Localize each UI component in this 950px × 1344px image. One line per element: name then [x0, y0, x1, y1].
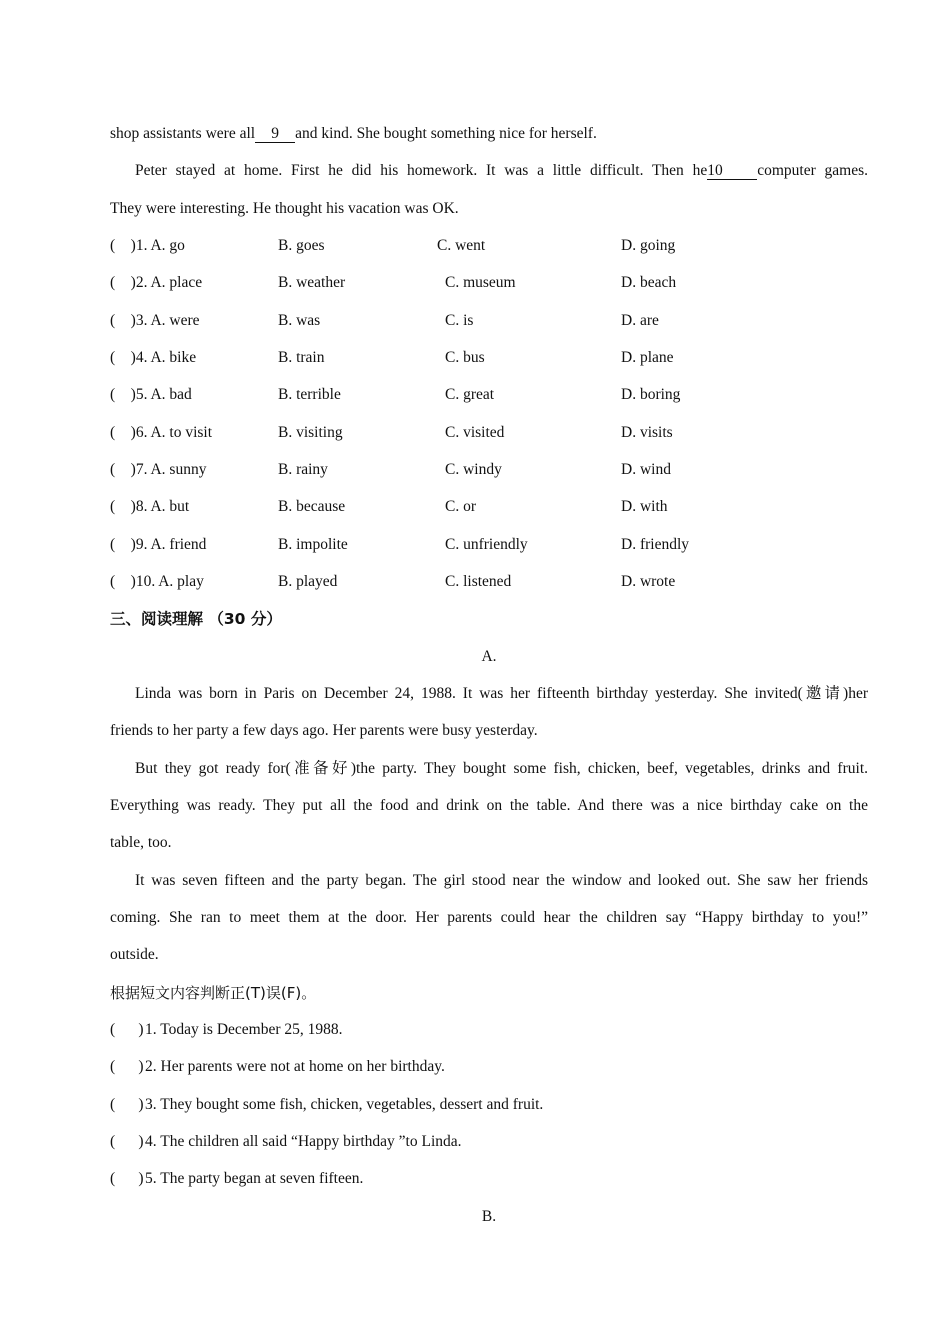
section-heading: 三、阅读理解 （30 分） — [110, 610, 282, 628]
question-1: ( )1. A. go — [110, 237, 185, 254]
option-d: D. going — [621, 237, 676, 254]
passage-label-a: A. — [481, 648, 497, 665]
option-d: D. with — [621, 498, 668, 515]
answer-slot[interactable]: ( ) — [110, 1058, 144, 1075]
tf-question-1 — [110, 1020, 868, 1040]
option-b: B. played — [278, 573, 338, 590]
option-c: C. listened — [445, 573, 512, 590]
option-b: B. because — [278, 498, 346, 515]
tf-text: 3. They bought some fish, chicken, vegetables, dessert and fruit. — [145, 1096, 544, 1113]
option-b: B. visiting — [278, 424, 343, 441]
tf-text: 4. The children all said “Happy birthday ”to Linda. — [145, 1133, 462, 1150]
answer-slot[interactable]: ( ) — [110, 1133, 144, 1150]
option-d: D. plane — [621, 349, 674, 366]
tf-text: 5. The party began at seven fifteen. — [145, 1170, 364, 1187]
option-c: C. visited — [445, 424, 505, 441]
passage-text: Peter stayed at home. First he did his homework. It was a little difficult. Then he — [135, 162, 708, 179]
option-c: C. windy — [445, 461, 502, 478]
tf-text: 2. Her parents were not at home on her birthday. — [145, 1058, 445, 1075]
tf-question-3 — [110, 1095, 868, 1115]
paragraph-line: friends to her party a few days ago. Her parents were busy yesterday. — [110, 722, 538, 739]
paragraph-line: table, too. — [110, 834, 172, 851]
option-b: B. impolite — [278, 536, 348, 553]
option-c: C. is — [445, 312, 474, 329]
paragraph-line: Linda was born in Paris on December 24, 1988. It was her fifteenth birthday yesterday. She invited(邀请)her — [135, 685, 868, 702]
passage-line-1 — [110, 124, 868, 144]
question-10: ( )10. A. play — [110, 573, 204, 590]
blank-9[interactable]: 9 — [255, 125, 295, 143]
question-2: ( )2. A. place — [110, 274, 203, 291]
passage-text: shop assistants were all — [110, 125, 256, 142]
option-b: B. goes — [278, 237, 325, 254]
paragraph-line: But they got ready for(准备好)the party. They bought some fish, chicken, beef, vegetables, drinks and fruit. — [135, 760, 868, 777]
question-9: ( )9. A. friend — [110, 536, 207, 553]
option-d: D. beach — [621, 274, 677, 291]
question-6: ( )6. A. to visit — [110, 424, 213, 441]
tf-question-2 — [110, 1057, 868, 1077]
passage-text: and kind. She bought something nice for herself. — [295, 125, 597, 142]
option-b: B. weather — [278, 274, 346, 291]
blank-10[interactable]: 10 — [707, 162, 757, 180]
question-8: ( )8. A. but — [110, 498, 190, 515]
passage-line-2 — [110, 161, 868, 181]
option-b: B. terrible — [278, 386, 341, 403]
paragraph-line: coming. She ran to meet them at the door. Her parents could hear the children say “Happy birthday to you!” — [110, 909, 868, 926]
tf-question-4 — [110, 1132, 868, 1152]
option-c: C. museum — [445, 274, 516, 291]
passage-text: computer games. — [757, 162, 868, 179]
option-b: B. was — [278, 312, 321, 329]
passage-label-b: B. — [481, 1208, 497, 1225]
question-7: ( )7. A. sunny — [110, 461, 207, 478]
tf-question-5 — [110, 1169, 868, 1189]
option-d: D. friendly — [621, 536, 690, 553]
question-4: ( )4. A. bike — [110, 349, 197, 366]
option-b: B. rainy — [278, 461, 328, 478]
question-3: ( )3. A. were — [110, 312, 200, 329]
tf-text: 1. Today is December 25, 1988. — [145, 1021, 343, 1038]
option-b: B. train — [278, 349, 325, 366]
paragraph-line: outside. — [110, 946, 159, 963]
answer-slot[interactable]: ( ) — [110, 1096, 144, 1113]
option-d: D. wrote — [621, 573, 676, 590]
option-c: C. bus — [445, 349, 485, 366]
option-d: D. wind — [621, 461, 671, 478]
option-d: D. are — [621, 312, 659, 329]
option-c: C. or — [445, 498, 476, 515]
question-5: ( )5. A. bad — [110, 386, 192, 403]
option-c: C. great — [445, 386, 495, 403]
paragraph-line: It was seven fifteen and the party began. The girl stood near the window and looked out. She saw her friends — [135, 872, 868, 889]
instruction: 根据短文内容判断正(T)误(F)。 — [110, 984, 317, 1002]
passage-line-3: They were interesting. He thought his vacation was OK. — [110, 200, 459, 217]
answer-slot[interactable]: ( ) — [110, 1170, 144, 1187]
paragraph-line: Everything was ready. They put all the food and drink on the table. And there was a nice birthday cake on the — [110, 797, 868, 814]
answer-slot[interactable]: ( ) — [110, 1021, 144, 1038]
option-d: D. boring — [621, 386, 681, 403]
option-c: C. went — [437, 237, 486, 254]
option-c: C. unfriendly — [445, 536, 528, 553]
option-d: D. visits — [621, 424, 673, 441]
